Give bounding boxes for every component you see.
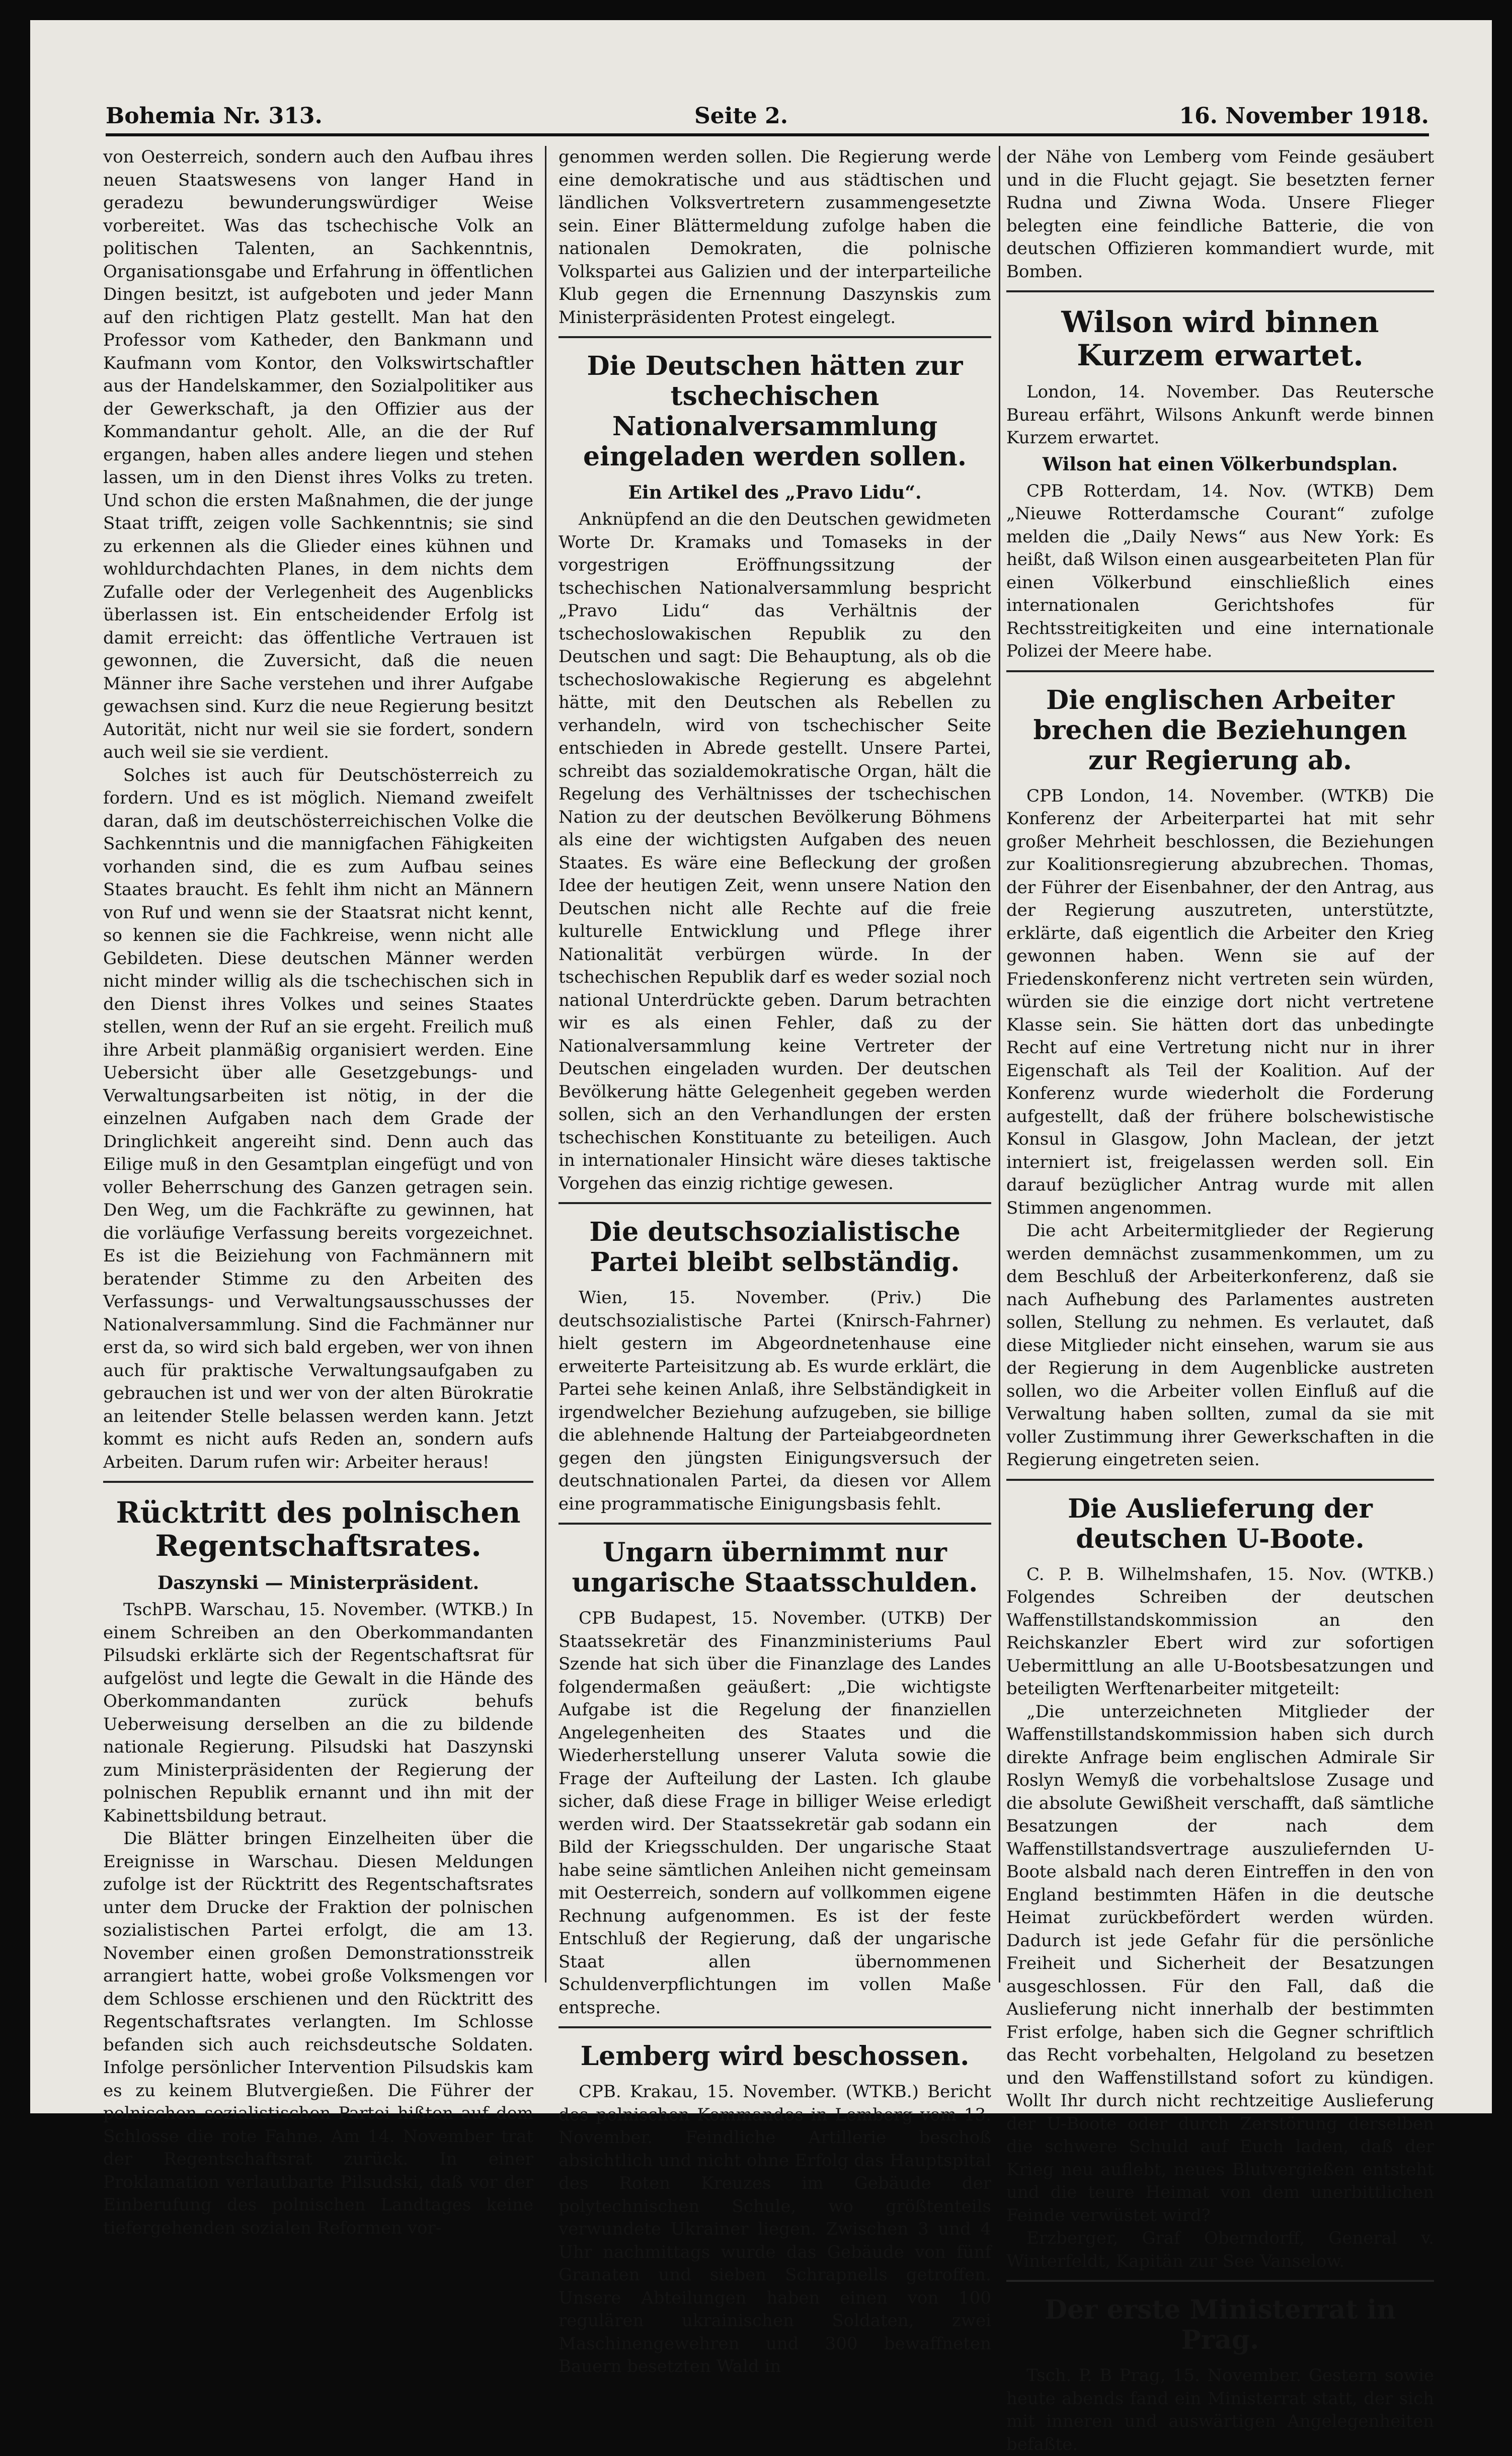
masthead-rule — [106, 133, 1429, 136]
article-divider — [103, 1481, 533, 1483]
article-paragraph: CPB Budapest, 15. November. (UTKB) Der Staatssekretär des Finanzministeriums Paul Szende hat sich über die Finanzlage des Landes folgendermaßen geäußert: „Die wichtigste Aufgabe ist die Regelung der finanziellen Angelegenheiten des Staates und die Wiederherstellung unserer Valuta sowie die Frage der Aufteilung der Lasten. Ich glaube sicher, daß diese Frage in billiger Weise erledigt werden wird. Der Staatssekretär gab sodann ein Bild der Kriegsschulden. Der ungarische Staat habe seine sämtlichen Anleihen nicht gemeinsam mit Oesterreich, sondern auf vollkommen eigene Rechnung aufgenommen. Es ist der feste Entschluß der Regierung, daß der ungarische Staat allen übernommenen Schuldenverpflichtungen im vollen Maße entspreche. — [559, 1608, 991, 2018]
article-paragraph: C. P. B. Wilhelmshafen, 15. Nov. (WTKB.) Folgendes Schreiben der deutschen Waffenstillstandskommission an den Reichskanzler Ebert wird zur sofortigen Uebermittlung an alle U-Bootsbesatzungen und beteiligten Werftenarbeiter mitgeteilt: — [1006, 1564, 1434, 1699]
article-paragraph: Solches ist auch für Deutschösterreich zu fordern. Und es ist möglich. Niemand zweifelt daran, daß im deutschösterreichischen Volke die Sachkenntnis und die mannigfachen Fähigkeiten vorhanden sind, die es zum Aufbau seines Staates braucht. Es fehlt ihm nicht an Männern von Ruf und wenn sie der Staatsrat nicht kennt, so kennen sie die Fachkreise, wenn nicht alle Gebildeten. Diese deutschen Männer werden nicht minder willig als die tschechischen sich in den Dienst ihres Volkes und seines Staates stellen, wenn der Ruf an sie ergeht. Freilich muß ihre Arbeit planmäßig organisiert werden. Eine Uebersicht über alle Gesetzgebungs- und Verwaltungsarbeiten ist nötig, in der die einzelnen Aufgaben nach dem Grade der Dringlichkeit angereiht sind. Denn auch das Eilige muß in den Gesamtplan eingefügt und von voller Beherrschung des Ganzen getragen sein. Den Weg, um die Fachkräfte zu gewinnen, hat die vorläufige Verfassung bereits vorgezeichnet. Es ist die Beiziehung von Fachmännern mit beratender Stimme zu den Arbeiten des Verfassungs- und Verwaltungsausschusses der Nationalversammlung. Sind die Fachmänner nur erst da, so wird sich bald ergeben, wer von ihnen auch für praktische Verwaltungsaufgaben zu gebrauchen ist und wer von der alten Bürokratie an leitender Stelle belassen werden kann. Jetzt kommt es nicht aufs Reden an, sondern aufs Arbeiten. Darum rufen wir: Arbeiter heraus! — [103, 765, 533, 1472]
headline-german-socialist-party: Die deutschsozialistische Partei bleibt selbständig. — [589, 1217, 961, 1278]
column-3 — [1006, 146, 1434, 2454]
article-divider — [559, 336, 991, 338]
masthead-date: 16. November 1918. — [1179, 103, 1429, 129]
column-divider-1 — [545, 146, 546, 1983]
article-paragraph: CPB. Krakau, 15. November. (WTKB.) Bericht des polnischen Kommandos in Lemberg vom 13. November. Feindliche Artillerie beschoß absichtlich und nicht ohne Erfolg das Hauptspital des Roten Kreuzes im Gebäude der polytechnischen Schule, wo größtenteils verwundete Ukrainer liegen. Zwischen 3 und 4 Uhr nachmittags wurde das Gebäude von fünf Granaten und sieben Schrapnells getroffen. Unsere Abteilungen haben einen von 100 regulären ukrainischen Soldaten, zwei Maschinengewehren und 300 bewaffneten Bauern besetzten Wald in — [559, 2082, 991, 2376]
headline-prague-council: Der erste Ministerrat in Prag. — [1044, 2294, 1396, 2355]
article-divider — [1006, 2280, 1434, 2282]
column-2 — [559, 146, 991, 2376]
column-1 — [103, 146, 533, 2238]
article-paragraph: Tsch. P. B Prag, 15. November. Gestern sowie heute abends fand ein Ministerrat statt, der sich mit inneren und auswärtigen Angelegenheiten befaßte. — [1006, 2365, 1434, 2454]
headline-wilson-expected: Wilson wird binnen Kurzem erwartet. — [1061, 305, 1379, 372]
article-paragraph: „Die unterzeichneten Mitglieder der Waffenstillstandskommission haben sich durch direkte Anfrage beim englischen Admirale Sir Roslyn Wemyß die vorbehaltslose Zusage und die absolute Gewißheit verschafft, daß sämtliche Besatzungen der nach dem Waffenstillstandsvertrage auszuliefernden U-Boote alsbald nach deren Eintreffen in den von England bestimmten Häfen in die deutsche Heimat zurückbefördert werden würden. Dadurch ist jede Gefahr für die persönliche Freiheit und Sicherheit der Besatzungen ausgeschlossen. Für den Fall, daß die Auslieferung nicht innerhalb der bestimmten Frist erfolge, haben sich die Gegner schriftlich das Recht vorbehalten, Helgoland zu besetzen und den Waffenstillstand sofort zu kündigen. Wollt Ihr durch nicht rechtzeitige Auslieferung der U-Boote oder durch Zerstörung derselben die schwere Schuld auf Euch laden, daß der Krieg neu auflebt, neues Blutvergießen entsteht und die teure Heimat von dem unerbittlichen Feinde verwüstet wird? — [1006, 1701, 1434, 2226]
article-divider — [559, 2026, 991, 2028]
article-paragraph: CPB Rotterdam, 14. Nov. (WTKB) Dem „Nieuwe Rotterdamsche Courant“ zufolge melden die „Daily News“ aus New York: Es heißt, daß Wilson einen ausgearbeiteten Plan für einen Völkerbund einschließlich eines internationalen Gerichtshofes für Rechtsstreitigkeiten und eine internationale Polizei der Meere habe. — [1006, 481, 1434, 661]
subhead-pravo-lidu: Ein Artikel des „Pravo Lidu“. — [628, 482, 922, 503]
article-paragraph: Anknüpfend an die den Deutschen gewidmeten Worte Dr. Kramaks und Tomaseks in der vorgestrigen Eröffnungssitzung der tschechischen Nationalversammlung bespricht „Pravo Lidu“ das Verhältnis der tschechoslowakischen Republik zu den Deutschen und sagt: Die Behauptung, als ob die tschechoslowakische Regierung es abgelehnt hätte, mit den Deutschen als Rebellen zu verhandeln, wird von tschechischer Seite entschieden in Abrede gestellt. Unsere Partei, schreibt das sozialdemokratische Organ, hält die Regelung des Verhältnisses der tschechischen Nation zu der deutschen Bevölkerung Böhmens als eine der wichtigsten Aufgaben des neuen Staates. Es wäre eine Befleckung der großen Idee der heutigen Zeit, wenn unsere Nation den Deutschen nicht alle Rechte auf die freie kulturelle Entwicklung und Pflege ihrer Nationalität verbürgen würde. In der tschechischen Republik darf es weder sozial noch national Unterdrückte geben. Darum betrachten wir es als einen Fehler, daß zu der Nationalversammlung keine Vertreter der Deutschen eingeladen wurden. Der deutschen Bevölkerung hätte Gelegenheit gegeben werden sollen, sich an den Verhandlungen der ersten tschechischen Konstituante zu beteiligen. Auch in internationaler Hinsicht wäre dieses taktische Vorgehen das einzig richtige gewesen. — [559, 509, 991, 1194]
article-divider — [1006, 290, 1434, 292]
article-paragraph: Die acht Arbeitermitglieder der Regierung werden demnächst zusammenkommen, um zu dem Beschluß der Arbeiterkonferenz, daß sie nach Aufhebung des Parlamentes austreten sollen, Stellung zu nehmen. Es verlautet, daß diese Mitglieder nicht einsehen, warum sie aus der Regierung in dem Augenblicke austreten sollen, wo die Arbeiter vollen Einfluß auf die Verwaltung haben sollten, zumal da sie mit voller Zustimmung ihrer Gewerkschaften in die Regierung eingetreten seien. — [1006, 1221, 1434, 1470]
signature-line: Erzberger, Graf Oberndorff, General v. Winterfeldt, Kapitän zur See Vanselow. — [1006, 2228, 1434, 2271]
article-paragraph: der Nähe von Lemberg vom Feinde gesäubert und in die Flucht gejagt. Sie besetzten ferner Rudna und Ziwna Woda. Unsere Flieger belegten eine feindliche Batterie, die von deutschen Offizieren kommandiert wurde, mit Bomben. — [1006, 147, 1434, 282]
article-paragraph: TschPB. Warschau, 15. November. (WTKB.) In einem Schreiben an den Oberkommandanten Pilsudski erklärte sich der Regentschaftsrat für aufgelöst und legte die Gewalt in die Hände des Oberkommandanten zurück behufs Ueberweisung derselben an die zu bildende nationale Regierung. Pilsudski hat Daszynski zum Ministerpräsidenten der Regierung der polnischen Republik ernannt und ihn mit der Kabinettsbildung betraut. — [103, 1600, 533, 1826]
headline-polish-regency: Rücktritt des polnischen Regentschaftsrates. — [116, 1495, 521, 1563]
masthead — [106, 88, 1429, 133]
headline-hungary-debts: Ungarn übernimmt nur ungarische Staatsschulden. — [572, 1537, 978, 1598]
article-divider — [1006, 1479, 1434, 1481]
article-divider — [559, 1523, 991, 1525]
headline-u-boats: Die Auslieferung der deutschen U-Boote. — [1068, 1493, 1373, 1554]
subhead-daszynski: Daszynski — Ministerpräsident. — [157, 1572, 480, 1594]
article-paragraph: Wien, 15. November. (Priv.) Die deutschsozialistische Partei (Knirsch-Fahrner) hielt gestern im Abgeordnetenhause eine erweiterte Parteisitzung ab. Es wurde erklärt, die Partei sehe keinen Anlaß, ihre Selbständigkeit in irgendwelcher Beziehung aufzugeben, sie billige die ablehnende Haltung der Parteiabgeordneten gegen den jüngsten Einigungsversuch der deutschnationalen Partei, da diesen vor Allem eine programmatische Einigungsbasis fehlt. — [559, 1288, 991, 1514]
subhead-league-plan: Wilson hat einen Völkerbundsplan. — [1042, 453, 1398, 475]
article-divider — [559, 1202, 991, 1204]
masthead-issue: Bohemia Nr. 313. — [106, 103, 323, 129]
article-divider — [1006, 670, 1434, 672]
article-paragraph: von Oesterreich, sondern auch den Aufbau ihres neuen Staatswesens von langer Hand in geradezu bewunderungswürdiger Weise vorbereitet. Was das tschechische Volk an politischen Talenten, an Sachkenntnis, Organisationsgabe und Erfahrung in öffentlichen Dingen besitzt, ist aufgeboten und jeder Mann auf den richtigen Platz gestellt. Man hat den Professor vom Katheder, den Bankmann und Kaufmann vom Kontor, den Volkswirtschaftler aus der Handelskammer, den Sozialpolitiker aus der Gewerkschaft, ja den Offizier aus der Kommandantur geholt. Alle, an die der Ruf ergangen, haben alles andere liegen und stehen lassen, um in den Dienst ihres Volks zu treten. Und schon die ersten Maßnahmen, die der junge Staat trifft, zeigen volle Sachkenntnis; sie sind zu erkennen als die Glieder eines kühnen und wohldurchdachten Planes, in dem nichts dem Zufalle oder der Verlegenheit des Augenblicks überlassen ist. Ein entscheidender Erfolg ist damit erreicht: das öffentliche Vertrauen ist gewonnen, die Zuversicht, daß die neuen Männer ihre Sache verstehen und ihrer Aufgabe gewachsen sind. Kurz die neue Regierung besitzt Autorität, nicht nur weil sie sie fordert, sondern auch weil sie sie verdient. — [103, 147, 533, 762]
masthead-page-number: Seite 2. — [694, 103, 788, 129]
headline-germans-assembly: Die Deutschen hätten zur tschechischen Nationalversammlung eingeladen werden sollen. — [583, 351, 967, 472]
article-paragraph: CPB London, 14. November. (WTKB) Die Konferenz der Arbeiterpartei hat mit sehr großer Mehrheit beschlossen, die Beziehungen zur Koalitionsregierung abzubrechen. Thomas, der Führer der Eisenbahner, der den Antrag, aus der Regierung auszutreten, unterstützte, erklärte, daß eigentlich die Arbeiter den Krieg gewonnen haben. Wenn sie auf der Friedenskonferenz nicht vertreten sein würden, würden sie die einzige dort nicht vertretene Klasse sein. Sie hätten dort das unbedingte Recht auf eine Vertretung nicht nur in ihrer Eigenschaft als Teil der Koalition. Auf der Konferenz wurde wiederholt die Forderung aufgestellt, daß der frühere bolschewistische Konsul in Glasgow, John Maclean, der jetzt interniert ist, freigelassen werden soll. Ein darauf bezüglicher Antrag wurde mit allen Stimmen angenommen. — [1006, 785, 1434, 1218]
article-paragraph: Die Blätter bringen Einzelheiten über die Ereignisse in Warschau. Diesen Meldungen zufolge ist der Rücktritt des Regentschaftsrates unter dem Drucke der Fraktion der polnischen sozialistischen Partei erfolgt, die am 13. November einen großen Demonstrationsstreik arrangiert hatte, wobei große Volksmengen vor dem Schlosse erschienen und den Rücktritt des Regentschaftsrates verlangten. Im Schlosse befanden sich auch reichsdeutsche Soldaten. Infolge persönlicher Intervention Pilsudskis kam es zu keinem Blutvergießen. Die Führer der polnischen sozialistischen Partei hißten auf dem Schlosse die rote Fahne. Am 14. November trat der Regentschaftsrat zurück. In einer Proklamation verlautbarte Pilsudski, daß vor der Einberufung des polnischen Landtages keine tiefergehenden sozialen Reformen vor- — [103, 1829, 533, 2238]
article-paragraph: London, 14. November. Das Reutersche Bureau erfährt, Wilsons Ankunft werde binnen Kurzem erwartet. — [1006, 382, 1434, 448]
headline-english-workers: Die englischen Arbeiter brechen die Beziehungen zur Regierung ab. — [1033, 684, 1407, 776]
article-paragraph: genommen werden sollen. Die Regierung werde eine demokratische und aus städtischen und ländlichen Volksvertretern zusammengesetzte sein. Einer Blättermeldung zufolge haben die nationalen Demokraten, die polnische Volkspartei aus Galizien und der interparteiliche Klub gegen die Ernennung Daszynskis zum Ministerpräsidenten Protest eingelegt. — [559, 147, 991, 328]
headline-lemberg: Lemberg wird beschossen. — [580, 2041, 970, 2072]
column-divider-2 — [999, 146, 1000, 1983]
